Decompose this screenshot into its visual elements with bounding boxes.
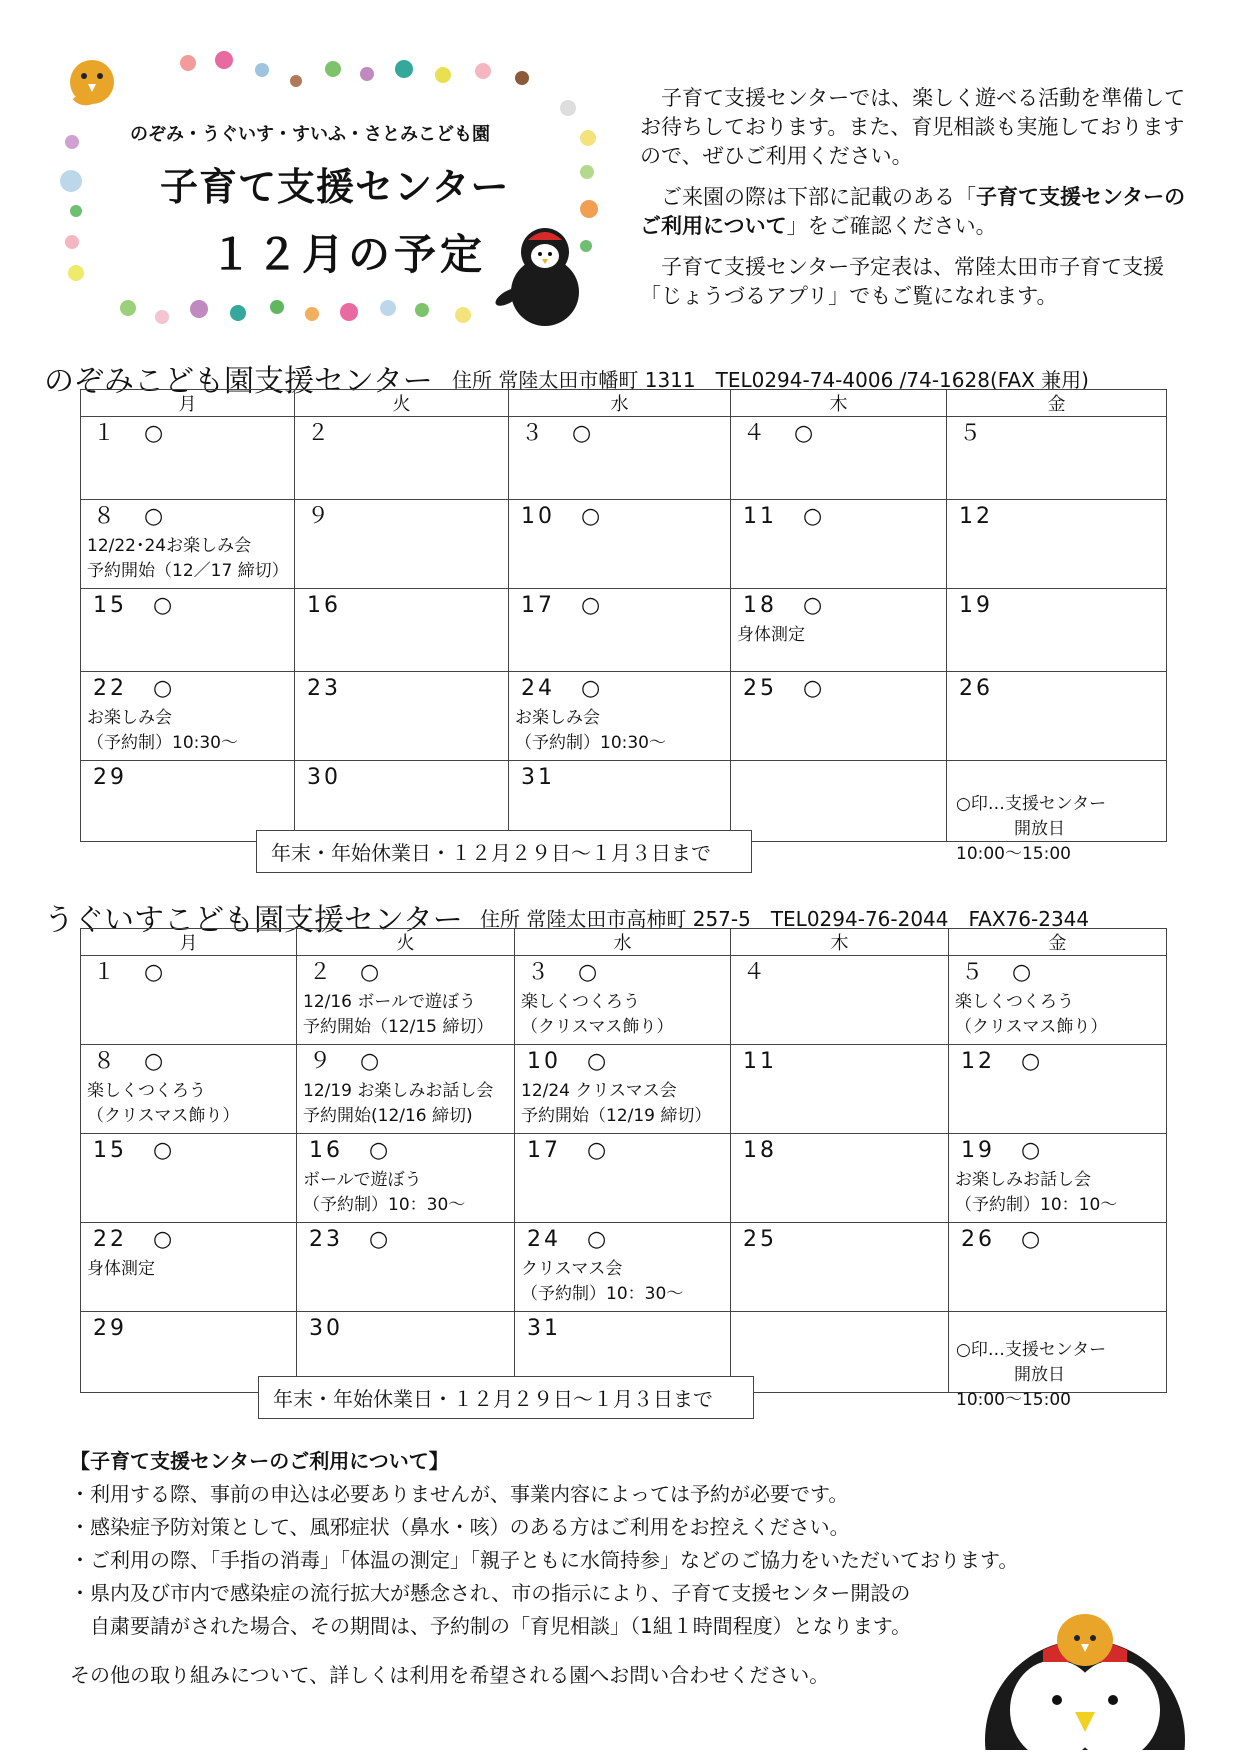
nozomi-legend <box>956 792 1106 867</box>
day-number: 19 <box>959 593 993 618</box>
open-day-mark: ○ <box>581 504 604 529</box>
weekday-label: 火 <box>295 390 509 417</box>
open-day-mark: ○ <box>360 1049 383 1074</box>
event-text: （予約制）10:30～ <box>515 733 666 753</box>
calendar-cell <box>81 956 297 1045</box>
nozomi-address: 住所 常陸太田市幡町 1311 TEL0294-74-4006 /74-1628(FAX 兼用) <box>452 368 1089 392</box>
day-number: 29 <box>93 765 127 790</box>
intro-p2-bold: 子育て支援センターのご利用について <box>640 185 1186 238</box>
day-number: 16 ○ <box>309 1138 392 1163</box>
calendar-week <box>81 672 1167 761</box>
open-day-mark: ○ <box>369 1138 392 1163</box>
event-text: 予約開始(12/16 締切) <box>303 1106 473 1126</box>
intro-p1: 子育て支援センターでは、楽しく遊べる活動を準備してお待ちしております。また、育児相談も実施しておりますので、ぜひご利用ください。 <box>640 86 1186 168</box>
weekday-label: 月 <box>81 390 295 417</box>
day-number: ３ ○ <box>527 960 601 985</box>
bird-icon <box>62 50 122 110</box>
day-number: 31 <box>521 765 555 790</box>
event-text: （予約制）10：10～ <box>955 1195 1118 1215</box>
weekday-label: 木 <box>731 929 949 956</box>
day-number: 22 ○ <box>93 1227 176 1252</box>
open-day-mark: ○ <box>153 1227 176 1252</box>
calendar-cell <box>731 589 947 672</box>
day-number: 12 <box>959 504 993 529</box>
month-title: １２月の予定 <box>210 230 487 279</box>
event-text: 12/16 ボールで遊ぼう <box>303 992 477 1012</box>
calendar-cell <box>731 672 947 761</box>
day-number: 10 ○ <box>527 1049 610 1074</box>
calendar-cell <box>295 500 509 589</box>
event-text: 楽しくつくろう <box>521 992 640 1012</box>
calendar-week <box>81 417 1167 500</box>
day-number: 24 ○ <box>527 1227 610 1252</box>
event-text: お楽しみ会 <box>87 708 172 728</box>
intro-p2: ご来園の際は下部に記載のある「子育て支援センターのご利用について」をご確認ください。 <box>640 185 1186 238</box>
open-day-mark: ○ <box>144 421 167 446</box>
weekday-label: 水 <box>509 390 731 417</box>
event-text: （予約制）10：30～ <box>303 1195 466 1215</box>
day-number: 25 ○ <box>743 676 826 701</box>
calendar-cell <box>515 1134 731 1223</box>
calendar-cell <box>509 500 731 589</box>
event-text: 予約開始（12／17 締切） <box>87 561 289 581</box>
calendar-cell <box>947 500 1167 589</box>
event-text: 12/19 お楽しみお話し会 <box>303 1081 494 1101</box>
day-number: 23 ○ <box>309 1227 392 1252</box>
calendar-cell <box>297 956 515 1045</box>
page-title: 子育て支援センター <box>160 165 510 209</box>
calendar-cell <box>731 1312 949 1393</box>
calendar-week <box>81 1134 1167 1223</box>
open-day-mark: ○ <box>803 504 826 529</box>
open-day-mark: ○ <box>1021 1138 1044 1163</box>
open-day-mark: ○ <box>144 504 167 529</box>
day-number: 23 <box>307 676 341 701</box>
day-number: ４ ○ <box>743 421 817 446</box>
legend-line3: 10:00～15:00 <box>956 1390 1071 1410</box>
weekday-header <box>81 390 1167 417</box>
day-number: ５ ○ <box>961 960 1035 985</box>
calendar-cell <box>509 417 731 500</box>
uguisu-holiday-notice: 年末・年始休業日・１２月２９日～１月３日まで <box>258 1376 754 1419</box>
calendar-cell <box>515 1045 731 1134</box>
calendar-cell <box>949 1223 1167 1312</box>
event-text: 予約開始（12/15 締切） <box>303 1017 494 1037</box>
open-day-mark: ○ <box>369 1227 392 1252</box>
open-day-mark: ○ <box>581 593 604 618</box>
day-number: 17 ○ <box>521 593 604 618</box>
event-text: 12/24 クリスマス会 <box>521 1081 677 1101</box>
day-number: ８ ○ <box>93 1049 167 1074</box>
day-number: 24 ○ <box>521 676 604 701</box>
day-number: 11 ○ <box>743 504 826 529</box>
calendar-cell <box>731 761 947 842</box>
calendar-cell <box>295 589 509 672</box>
event-text: お楽しみ会 <box>515 708 600 728</box>
day-number: 29 <box>93 1316 127 1341</box>
open-day-mark: ○ <box>803 676 826 701</box>
open-day-mark: ○ <box>144 1049 167 1074</box>
day-number: 30 <box>309 1316 343 1341</box>
calendar-cell <box>81 1045 297 1134</box>
day-number: 16 <box>307 593 341 618</box>
legend-line1: ○印…支援センター <box>956 794 1107 814</box>
legend-line2: 開放日 <box>1014 1365 1065 1385</box>
calendar-cell <box>731 1223 949 1312</box>
calendar-cell <box>297 1223 515 1312</box>
uguisu-title: うぐいすこども園支援センター <box>44 903 463 938</box>
calendar-cell <box>81 1223 297 1312</box>
header-subtitle: のぞみ・うぐいす・すいふ・さとみこども園 <box>130 124 490 145</box>
open-day-mark: ○ <box>153 676 176 701</box>
calendar-cell <box>81 1134 297 1223</box>
day-number: 15 ○ <box>93 593 176 618</box>
open-day-mark: ○ <box>144 960 167 985</box>
notes-item: ・利用する際、事前の申込は必要ありませんが、事業内容によっては予約が必要です。 <box>70 1482 849 1506</box>
weekday-label: 火 <box>297 929 515 956</box>
day-number: ９ <box>307 504 333 529</box>
open-day-mark: ○ <box>578 960 601 985</box>
event-text: （クリスマス飾り） <box>521 1017 674 1037</box>
day-number: 17 ○ <box>527 1138 610 1163</box>
calendar-cell <box>731 956 949 1045</box>
calendar-cell <box>949 956 1167 1045</box>
calendar-cell <box>947 589 1167 672</box>
event-text: 身体測定 <box>737 625 805 645</box>
weekday-header <box>81 929 1167 956</box>
day-number: ４ <box>743 960 769 985</box>
open-day-mark: ○ <box>794 421 817 446</box>
calendar-cell <box>297 1134 515 1223</box>
usage-notes <box>70 1445 1130 1692</box>
weekday-label: 金 <box>947 390 1167 417</box>
intro-text <box>640 84 1195 323</box>
event-text: 身体測定 <box>87 1259 155 1279</box>
calendar-cell <box>515 1223 731 1312</box>
calendar-cell <box>949 1134 1167 1223</box>
event-text: （予約制）10:30～ <box>87 733 238 753</box>
intro-p3: 子育て支援センター予定表は、常陸太田市子育て支援「じょうづるアプリ」でもご覧になれます。 <box>640 255 1165 308</box>
calendar-cell <box>81 589 295 672</box>
calendar-cell <box>947 417 1167 500</box>
open-day-mark: ○ <box>153 1138 176 1163</box>
nozomi-holiday-notice: 年末・年始休業日・１２月２９日～１月３日まで <box>256 830 752 873</box>
notes-item: ・ご利用の際、「手指の消毒」「体温の測定」「親子ともに水筒持参」などのご協力をいただいております。 <box>70 1548 1019 1572</box>
legend-line3: 10:00～15:00 <box>956 844 1071 864</box>
day-number: ８ ○ <box>93 504 167 529</box>
calendar-cell <box>295 417 509 500</box>
day-number: 11 <box>743 1049 777 1074</box>
calendar-week <box>81 1223 1167 1312</box>
event-text: 楽しくつくろう <box>87 1081 206 1101</box>
event-text: ボールで遊ぼう <box>303 1170 422 1190</box>
day-number: 25 <box>743 1227 777 1252</box>
notes-footer: その他の取り組みについて、詳しくは利用を希望される園へお問い合わせください。 <box>70 1663 830 1687</box>
open-day-mark: ○ <box>153 593 176 618</box>
day-number <box>737 1316 942 1346</box>
day-number <box>953 765 1160 795</box>
calendar-week <box>81 1045 1167 1134</box>
weekday-label: 木 <box>731 390 947 417</box>
calendar-week <box>81 956 1167 1045</box>
uguisu-address: 住所 常陸太田市高柿町 257-5 TEL0294-76-2044 FAX76-2344 <box>480 907 1090 931</box>
day-number: ３ ○ <box>521 421 595 446</box>
notes-item: ・県内及び市内で感染症の流行拡大が懸念され、市の指示により、子育て支援センター開設の <box>70 1581 911 1605</box>
day-number: 10 ○ <box>521 504 604 529</box>
event-text: （クリスマス飾り） <box>87 1106 240 1126</box>
calendar-cell <box>81 500 295 589</box>
open-day-mark: ○ <box>572 421 595 446</box>
day-number: ２ <box>307 421 333 446</box>
weekday-label: 金 <box>949 929 1167 956</box>
day-number: １ ○ <box>93 960 167 985</box>
penguin-icon <box>490 222 600 332</box>
weekday-label: 月 <box>81 929 297 956</box>
legend-line2: 開放日 <box>1014 819 1065 839</box>
open-day-mark: ○ <box>803 593 826 618</box>
day-number: ５ <box>959 421 985 446</box>
event-text: （クリスマス飾り） <box>955 1017 1108 1037</box>
calendar-cell <box>949 1045 1167 1134</box>
calendar-week <box>81 500 1167 589</box>
calendar-cell <box>297 1045 515 1134</box>
calendar-cell <box>731 1134 949 1223</box>
calendar-cell <box>731 1045 949 1134</box>
weekday-label: 水 <box>515 929 731 956</box>
day-number: 18 ○ <box>743 593 826 618</box>
day-number: ２ ○ <box>309 960 383 985</box>
event-text: 楽しくつくろう <box>955 992 1074 1012</box>
day-number: 18 <box>743 1138 777 1163</box>
open-day-mark: ○ <box>1012 960 1035 985</box>
notes-item: ・感染症予防対策として、風邪症状（鼻水・咳）のある方はご利用をお控えください。 <box>70 1515 850 1539</box>
open-day-mark: ○ <box>581 676 604 701</box>
day-number: 31 <box>527 1316 561 1341</box>
uguisu-calendar <box>80 928 1167 1393</box>
calendar-cell <box>731 417 947 500</box>
open-day-mark: ○ <box>587 1138 610 1163</box>
open-day-mark: ○ <box>587 1227 610 1252</box>
calendar-cell <box>509 672 731 761</box>
event-text: 12/22･24お楽しみ会 <box>87 536 252 556</box>
calendar-cell <box>515 956 731 1045</box>
legend-line1: ○印…支援センター <box>956 1340 1107 1360</box>
day-number: １ ○ <box>93 421 167 446</box>
day-number: 26 <box>959 676 993 701</box>
calendar-cell <box>81 672 295 761</box>
event-text: （予約制）10：30～ <box>521 1284 684 1304</box>
penguin-icon <box>985 1590 1185 1750</box>
day-number: 22 ○ <box>93 676 176 701</box>
day-number: 30 <box>307 765 341 790</box>
nozomi-calendar <box>80 389 1167 842</box>
calendar-cell <box>81 417 295 500</box>
day-number: 12 ○ <box>961 1049 1044 1074</box>
day-number: ９ ○ <box>309 1049 383 1074</box>
day-number: 26 ○ <box>961 1227 1044 1252</box>
notes-heading: 【子育て支援センターのご利用について】 <box>70 1449 449 1473</box>
nozomi-title: のぞみこども園支援センター <box>44 364 433 399</box>
day-number <box>737 765 940 795</box>
calendar-cell <box>295 672 509 761</box>
open-day-mark: ○ <box>587 1049 610 1074</box>
open-day-mark: ○ <box>360 960 383 985</box>
calendar-cell <box>947 672 1167 761</box>
day-number: 15 ○ <box>93 1138 176 1163</box>
notes-item: 自粛要請がされた場合、その期間は、予約制の「育児相談」（1組１時間程度）となります。 <box>70 1614 912 1638</box>
event-text: 予約開始（12/19 締切） <box>521 1106 712 1126</box>
calendar-cell <box>509 589 731 672</box>
event-text: クリスマス会 <box>521 1259 623 1279</box>
calendar-week <box>81 589 1167 672</box>
open-day-mark: ○ <box>1021 1049 1044 1074</box>
calendar-cell <box>731 500 947 589</box>
open-day-mark: ○ <box>1021 1227 1044 1252</box>
event-text: お楽しみお話し会 <box>955 1170 1091 1190</box>
day-number: 19 ○ <box>961 1138 1044 1163</box>
uguisu-legend <box>956 1338 1106 1413</box>
